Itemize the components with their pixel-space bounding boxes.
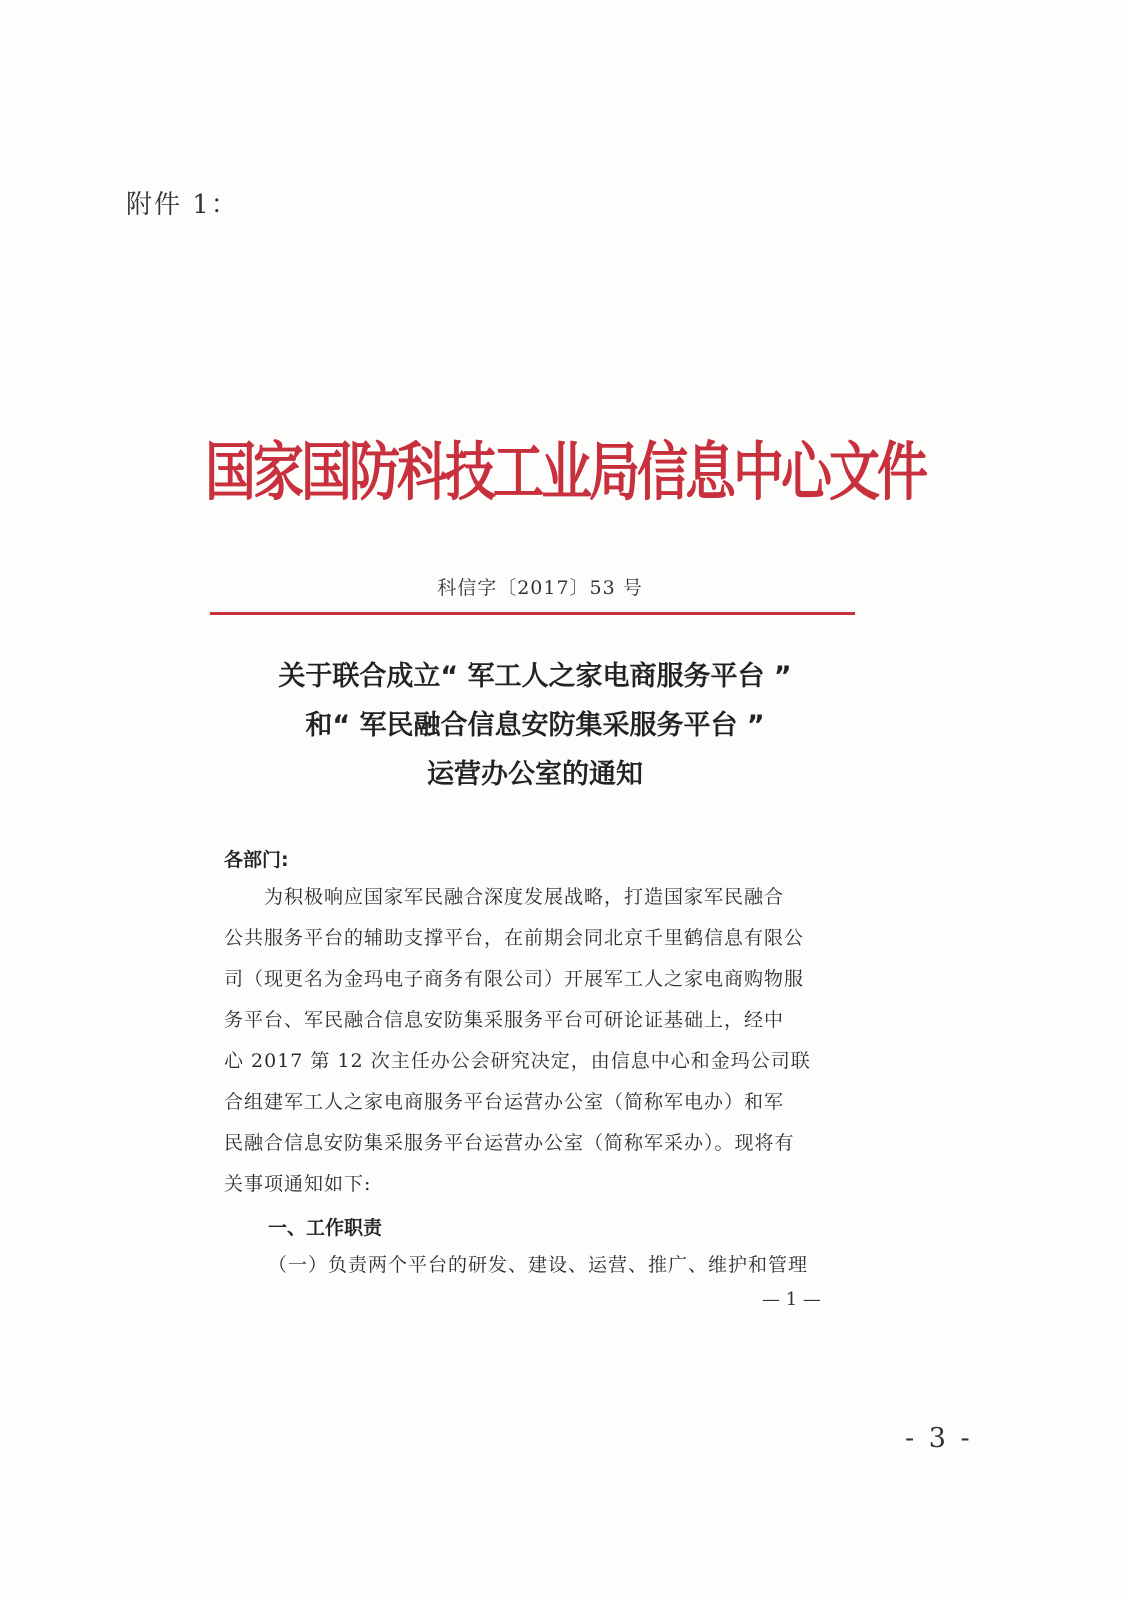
inner-page-number: — 1 — (762, 1289, 821, 1310)
notice-title-line-3: 运营办公室的通知 (427, 759, 643, 790)
document-number: 科信字〔2017〕53 号 (437, 577, 643, 599)
body-line: 务平台、军民融合信息安防集采服务平台可研论证基础上，经中 (224, 1009, 785, 1031)
body-line: 心 2017 第 12 次主任办公会研究决定，由信息中心和金玛公司联 (224, 1050, 811, 1072)
notice-title-line-2: 和“ 军民融合信息安防集采服务平台 ” (305, 710, 765, 741)
body-line: 司（现更名为金玛电子商务有限公司）开展军工人之家电商购物服 (224, 968, 805, 990)
body-line: 公共服务平台的辅助支撑平台，在前期会同北京千里鹤信息有限公 (224, 927, 805, 949)
attachment-label: 附件 1： (126, 190, 239, 220)
outer-page-number: - 3 - (905, 1423, 973, 1454)
body-line: 关事项通知如下: (224, 1173, 372, 1195)
notice-title (195, 652, 875, 799)
body-line: 为积极响应国家军民融合深度发展战略，打造国家军民融合 (224, 886, 785, 908)
subsection-line: （一）负责两个平台的研发、建设、运营、推广、维护和管理 (268, 1254, 809, 1276)
red-divider-line (210, 612, 855, 615)
body-line: 合组建军工人之家电商服务平台运营办公室（简称军电办）和军 (224, 1091, 785, 1113)
body-line: 民融合信息安防集采服务平台运营办公室（简称军采办）。现将有 (224, 1132, 795, 1154)
section-heading: 一、工作职责 (268, 1217, 383, 1239)
notice-title-line-1: 关于联合成立“ 军工人之家电商服务平台 ” (278, 661, 792, 692)
document-masthead: 国家国防科技工业局信息中心文件 (205, 436, 926, 510)
salutation: 各部门: (224, 849, 289, 871)
